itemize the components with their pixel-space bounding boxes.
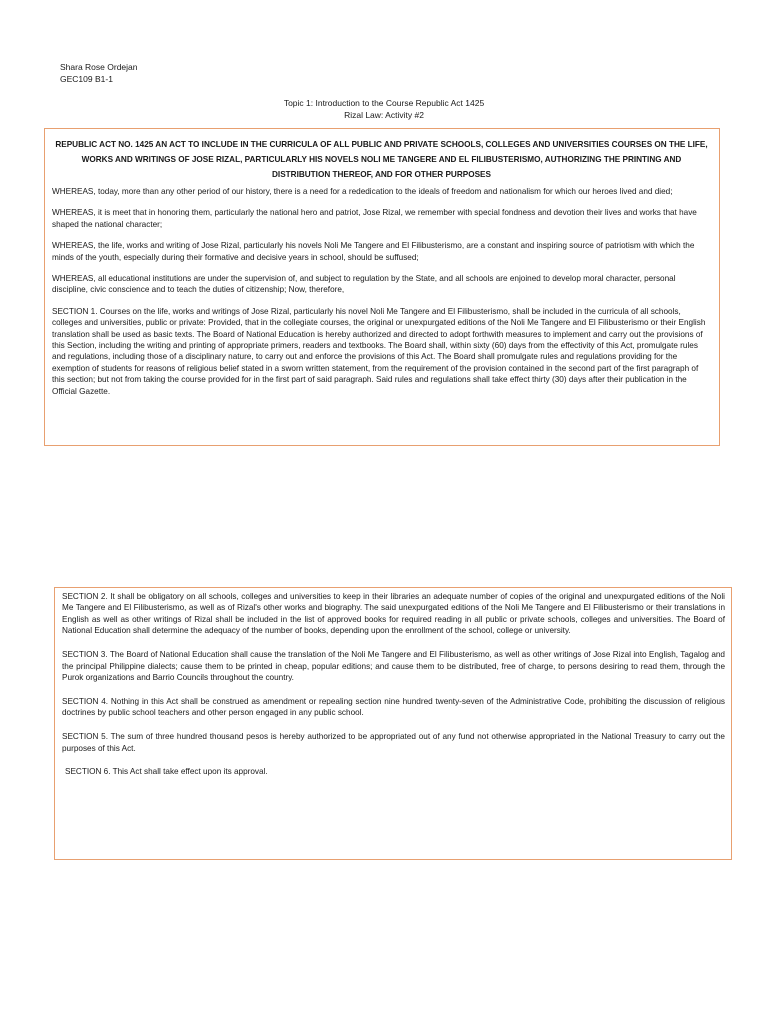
topic-title: Topic 1: Introduction to the Course Republic Act 1425 — [283, 98, 485, 108]
author-name: Shara Rose Ordejan — [60, 62, 138, 72]
activity-title: Rizal Law: Activity #2 — [344, 110, 424, 120]
act-text-box-2 — [54, 587, 732, 860]
course-code: GEC109 B1-1 — [60, 74, 113, 84]
section-1: SECTION 1. Courses on the life, works and writings of Jose Rizal, particularly his novel Noli Me Tangere and El Filibusterismo, shall be included in the curricula of all schools, colleges and universities, public or private: Provided, that in the collegiate courses, the original or unexpurgated editions of the Noli Me Tangere and El Filibusterismo or their English translation shall be used as basic texts. The Board of National Education is hereby authorized and directed to adopt forthwith measures to implement and carry out the provisions of this Section, including the writing and printing of appropriate primers, readers and textbooks. The Board shall, within sixty (60) days from the effectivity of this Act, promulgate rules and regulations, including those of a disciplinary nature, to carry out and enforce the provisions of this Act. The Board shall promulgate rules and regulations providing for the exemption of students for reasons of religious belief stated in a sworn written statement, from the requirement of the provision contained in the second part of the first paragraph of this section; but not from taking the course provided for in the first part of said paragraph. Said rules and regulations shall take effect thirty (30) days after their publication in the Official Gazette. — [52, 306, 706, 396]
section-4: SECTION 4. Nothing in this Act shall be construed as amendment or repealing section nine hundred twenty-seven of the Administrative Code, prohibiting the discussion of religious doctrines by public school teachers and other person engaged in any public school. — [62, 696, 725, 718]
whereas-clause-2: WHEREAS, it is meet that in honoring them, particularly the national hero and patriot, Jose Rizal, we remember with special fondness and devotion their lives and works that have shaped the national character; — [52, 208, 697, 229]
section-3: SECTION 3. The Board of National Education shall cause the translation of the Noli Me Tangere and El Filibusterismo, as well as other writings of Jose Rizal into English, Tagalog and the principal Philippine dialects; cause them to be printed in cheap, popular editions; and cause them to be distributed, free of charge, to persons desiring to read them, through the Purok organizations and Barrio Councils throughout the country. — [62, 650, 725, 682]
author-block — [60, 61, 138, 85]
document-heading — [0, 97, 768, 121]
section-5: SECTION 5. The sum of three hundred thousand pesos is hereby authorized to be appropriated out of any fund not otherwise appropriated in the National Treasury to carry out the purposes of this Act. — [62, 732, 725, 753]
section-6: SECTION 6. This Act shall take effect upon its approval. — [65, 767, 268, 777]
act-title: REPUBLIC ACT NO. 1425 AN ACT TO INCLUDE IN THE CURRICULA OF ALL PUBLIC AND PRIVATE SCHOOLS, COLLEGES AND UNIVERSITIES COURSES ON THE LIFE, WORKS AND WRITINGS OF JOSE RIZAL, PARTICULARLY HIS NOVELS NOLI ME TANGERE AND EL FILIBUSTERISMO, AUTHORIZING THE PRINTING AND DISTRIBUTION THEREOF, AND FOR OTHER PURPOSES — [55, 140, 708, 179]
whereas-clause-1: WHEREAS, today, more than any other period of our history, there is a need for a rededication to the ideals of freedom and nationalism for which our heroes lived and died; — [52, 187, 673, 196]
section-2: SECTION 2. It shall be obligatory on all schools, colleges and universities to keep in their libraries an adequate number of copies of the original and unexpurgated editions of the Noli Me Tangere and El Filibusterismo, as well as of Rizal's other works and biography. The said unexpurgated editions of the Noli Me Tangere and El Filibusterismo or their translations in English as well as other writings of Rizal shall be included in the list of approved books for required reading in all public or private schools, colleges and universities. The Board of National Education shall determine the adequacy of the number of books, depending upon the enrollment of the school, college or university. — [62, 592, 725, 636]
act-text-box-1 — [44, 128, 720, 446]
whereas-clause-3: WHEREAS, the life, works and writing of Jose Rizal, particularly his novels Noli Me Tangere and El Filibusterismo, are a constant and inspiring source of patriotism with which the minds of the youth, especially during their formative and decisive years in school, should be suffused; — [52, 241, 695, 262]
whereas-clause-4: WHEREAS, all educational institutions are under the supervision of, and subject to regulation by the State, and all schools are enjoined to develop moral character, personal discipline, civic conscience and to teach the duties of citizenship; Now, therefore, — [52, 274, 676, 295]
